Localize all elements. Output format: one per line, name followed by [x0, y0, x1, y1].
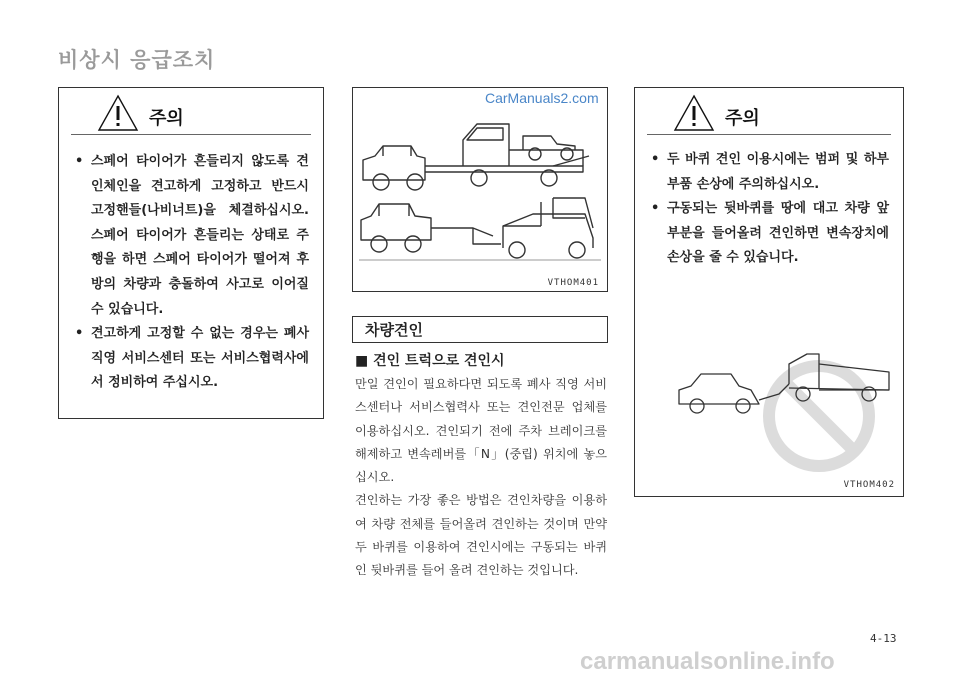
page-number: 4-13	[870, 632, 897, 645]
prohibited-towing-illustration	[639, 344, 899, 474]
caution-label: 주의	[725, 108, 760, 129]
tow-truck-illustration	[353, 88, 607, 291]
caution-box-left	[58, 87, 324, 419]
warning-triangle-icon	[97, 94, 139, 132]
caution-box-right	[634, 87, 904, 497]
watermark-bottom: carmanualsonline.info	[580, 648, 835, 675]
towing-paragraph-2: 견인하는 가장 좋은 방법은 견인차량을 이용하여 차량 전체를 들어올려 견인하는 것이며 만약 두 바퀴를 이용하여 견인시에는 구동되는 바퀴인 뒷바퀴를 들어 올려 견인하는 것입니다.	[355, 493, 607, 578]
caution-item: • 스페어 타이어가 흔들리지 않도록 견인체인을 견고하게 고정하고 반드시 고정핸들(나비너트)을 체결하십시오. 스페어 타이어가 흔들리는 상태로 주행을 하면 스페어 타이어가 떨어져 후방의 차량과 충돌하여 사고로 이어질 수 있습니다.	[69, 150, 309, 322]
caution-item: • 구동되는 뒷바퀴를 땅에 대고 차량 앞부분을 들어올려 견인하면 변속장치에 손상을 줄 수 있습니다.	[645, 197, 889, 271]
caution-header	[635, 88, 903, 134]
caution-header	[59, 88, 323, 134]
caution-list	[645, 148, 889, 271]
towing-subheading: ■ 견인 트럭으로 견인시	[355, 353, 505, 369]
figure-tow-trucks	[352, 87, 608, 292]
caution-item: • 견고하게 고정할 수 없는 경우는 폐사 직영 서비스센터 또는 서비스협력사에서 정비하여 주십시오.	[69, 322, 309, 396]
section-title: 비상시 응급조치	[58, 48, 216, 72]
caution-divider	[647, 134, 891, 135]
caution-label: 주의	[149, 108, 184, 129]
caution-divider	[71, 134, 311, 135]
towing-title: 차량견인	[352, 316, 608, 343]
caution-item: • 두 바퀴 견인 이용시에는 범퍼 및 하부 부품 손상에 주의하십시오.	[645, 148, 889, 197]
towing-paragraph-1: 만일 견인이 필요하다면 되도록 폐사 직영 서비스센터나 서비스협력사 또는 견인전문 업체를 이용하십시오. 견인되기 전에 주차 브레이크를 해제하고 변속레버를「N」(중립) 위치에 놓으십시오.	[355, 377, 607, 485]
watermark-top: CarManuals2.com	[485, 90, 599, 106]
towing-body	[355, 373, 607, 583]
figure-code: VTHOM402	[843, 480, 895, 490]
figure-code: VTHOM401	[547, 278, 599, 288]
caution-list	[69, 150, 309, 396]
warning-triangle-icon	[673, 94, 715, 132]
